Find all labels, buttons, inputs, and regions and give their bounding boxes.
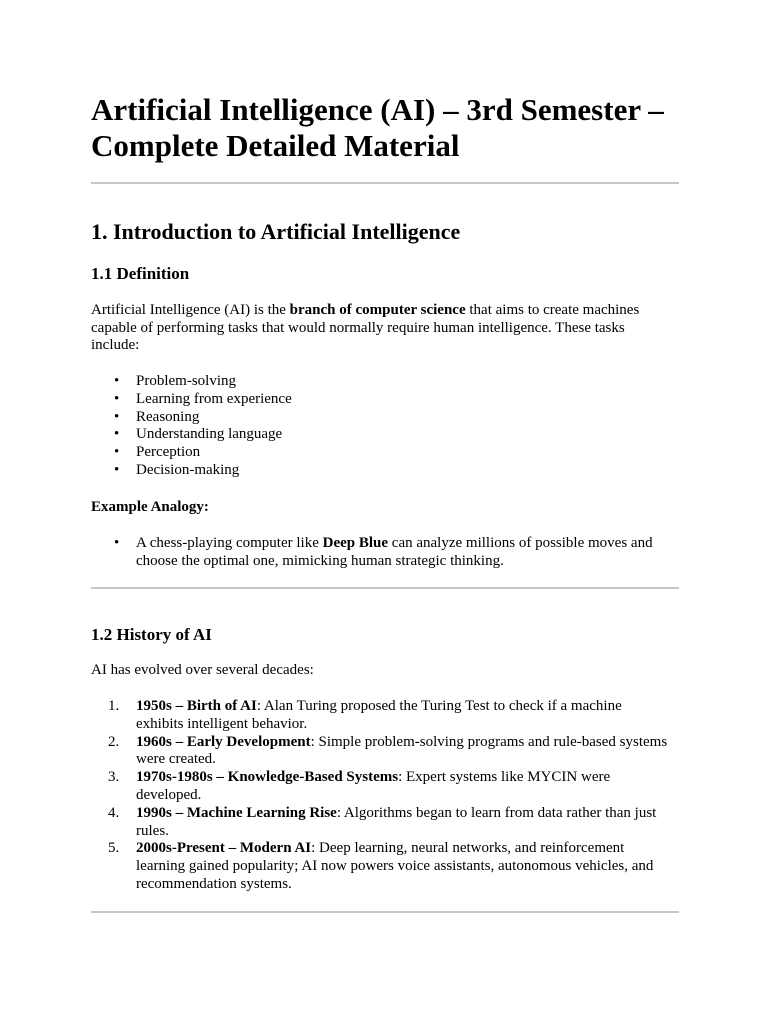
- list-item: [108, 840, 671, 893]
- divider-middle: [91, 587, 679, 589]
- list-item-text: Problem-solving: [136, 373, 236, 389]
- bullet-icon: •: [114, 373, 120, 389]
- analogy-list: [91, 535, 671, 571]
- section-heading-introduction: 1. Introduction to Artificial Intelligence: [91, 219, 461, 244]
- analogy-text-end: can analyze millions of possible moves and choose the optimal one, mimicking human strategic thinking.: [136, 535, 653, 569]
- list-item: [114, 390, 671, 409]
- list-number: 5.: [108, 840, 120, 857]
- era-description: : Simple problem-solving programs and rule-based systems were created.: [136, 733, 668, 768]
- era-label: 1970s-1980s – Knowledge-Based Systems: [136, 769, 399, 786]
- list-item-text: Understanding language: [136, 426, 283, 443]
- era-label: 1960s – Early Development: [136, 733, 311, 750]
- list-number: 1.: [108, 698, 120, 714]
- analogy-label: Example Analogy:: [91, 499, 209, 515]
- bullet-icon: •: [114, 461, 120, 478]
- history-list: [91, 698, 671, 894]
- list-item: [114, 426, 671, 444]
- definition-text-end: that aims to create machines capable of performing tasks that would normally require human intelligence. These tasks include:: [91, 302, 640, 353]
- document-title: Artificial Intelligence (AI) – 3rd Semester – Complete Detailed Material: [91, 92, 664, 163]
- list-item: [108, 804, 671, 841]
- definition-bold-term: branch of computer science: [289, 302, 466, 318]
- era-description: : Alan Turing proposed the Turing Test to check if a machine exhibits intelligent behavior.: [136, 698, 622, 732]
- list-item: [114, 373, 671, 391]
- list-item: [108, 698, 671, 734]
- definition-text-start: Artificial Intelligence (AI) is the: [91, 302, 290, 318]
- analogy-bold-term: Deep Blue: [322, 535, 389, 551]
- era-description: : Algorithms began to learn from data rather than just rules.: [136, 804, 657, 839]
- subheading-definition: 1.1 Definition: [91, 264, 190, 283]
- list-item-text: Perception: [136, 444, 201, 461]
- list-item: [108, 769, 671, 805]
- list-item-text: Learning from experience: [136, 390, 292, 407]
- era-label: 2000s-Present – Modern AI: [136, 840, 312, 857]
- era-label: 1950s – Birth of AI: [136, 698, 257, 714]
- bullet-icon: •: [114, 535, 120, 551]
- list-number: 2.: [108, 733, 120, 750]
- list-item: [114, 408, 671, 427]
- list-item: [114, 444, 671, 462]
- list-item-text: Decision-making: [136, 461, 240, 478]
- list-item-text: Reasoning: [136, 408, 200, 425]
- subheading-history: 1.2 History of AI: [91, 625, 212, 644]
- divider-top: [91, 182, 679, 184]
- era-description: : Deep learning, neural networks, and reinforcement learning gained popularity; AI now powers voice assistants, autonomous vehicles, and recommendation systems.: [136, 840, 654, 892]
- bullet-icon: •: [114, 408, 120, 425]
- analogy-text-start: A chess-playing computer like: [136, 535, 323, 551]
- era-label: 1990s – Machine Learning Rise: [136, 804, 337, 821]
- list-number: 4.: [108, 804, 120, 821]
- list-item: [114, 461, 671, 480]
- definition-paragraph: [91, 302, 661, 355]
- divider-bottom: [91, 911, 679, 913]
- bullet-icon: •: [114, 444, 120, 461]
- bullet-icon: •: [114, 390, 120, 407]
- era-description: : Expert systems like MYCIN were developed.: [136, 769, 611, 803]
- task-list: [91, 373, 671, 480]
- bullet-icon: •: [114, 426, 120, 443]
- list-item: [108, 733, 671, 770]
- list-item: [114, 535, 671, 571]
- history-intro: AI has evolved over several decades:: [91, 662, 314, 678]
- list-number: 3.: [108, 769, 120, 786]
